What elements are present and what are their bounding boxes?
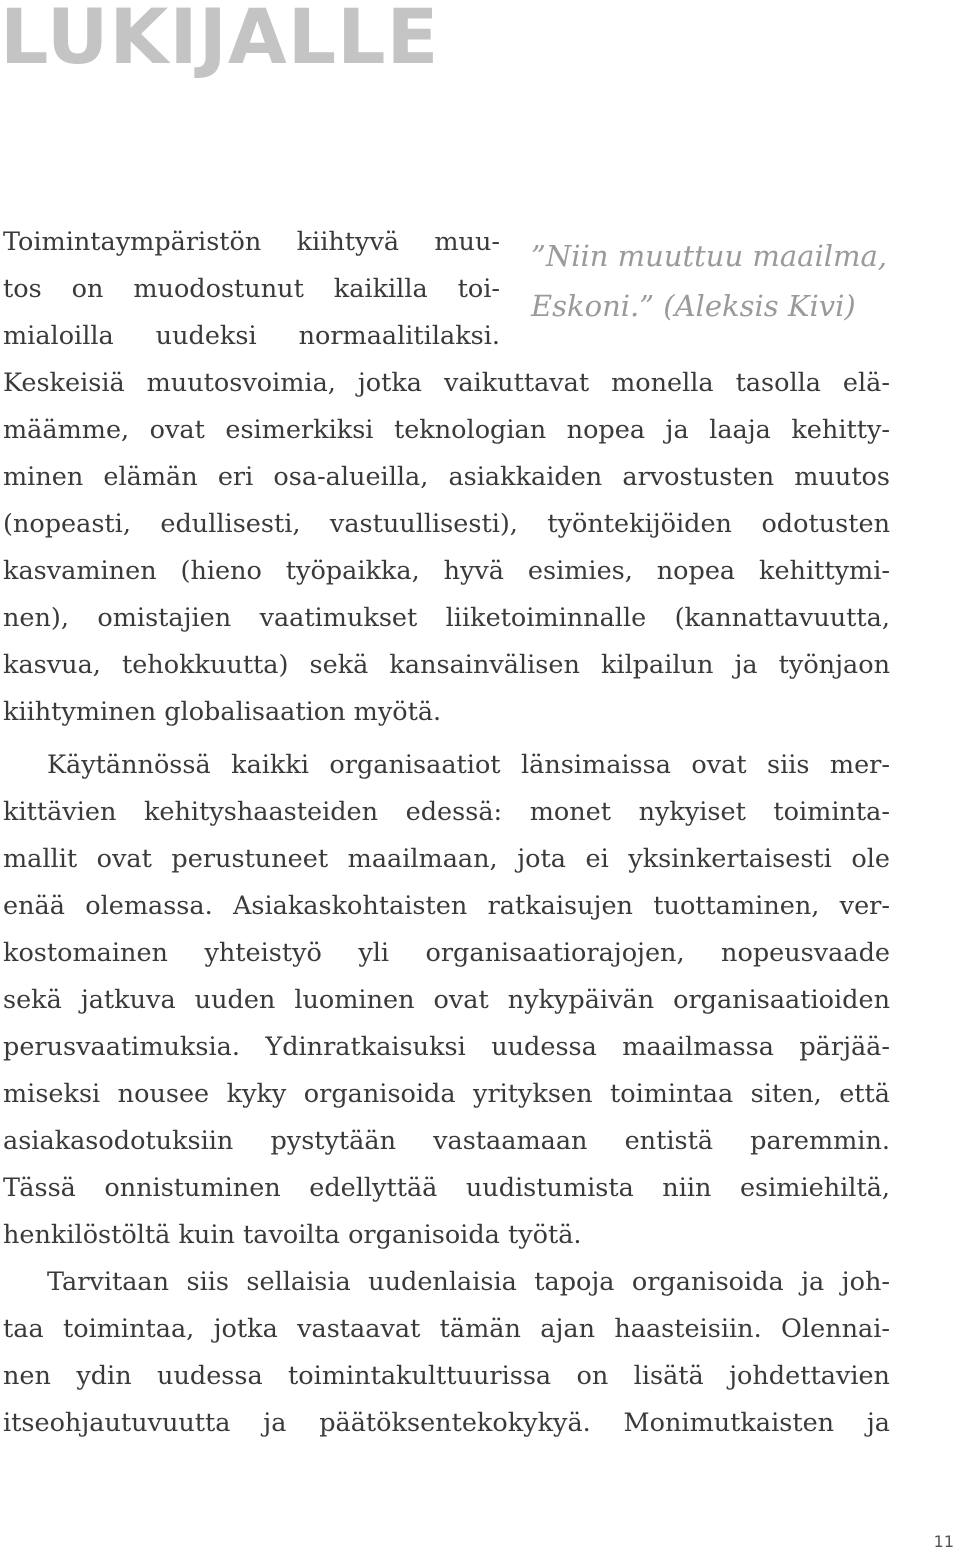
paragraph-3 bbox=[3, 1259, 890, 1447]
text-line: mialoilla uudeksi normaalitilaksi. bbox=[3, 321, 500, 351]
paragraph-2 bbox=[3, 742, 890, 1259]
text-line: kittävien kehityshaasteiden edessä: monet nykyiset toiminta- bbox=[3, 797, 890, 827]
text-line: nen), omistajien vaatimukset liiketoiminnalle (kannattavuutta, bbox=[3, 603, 890, 633]
text-line: Tässä onnistuminen edellyttää uudistumista niin esimiehiltä, bbox=[3, 1173, 890, 1203]
text-line: sekä jatkuva uuden luominen ovat nykypäivän organisaatioiden bbox=[3, 985, 890, 1015]
text-line: kasvua, tehokkuutta) sekä kansainvälisen kilpailun ja työnjaon bbox=[3, 650, 890, 680]
text-line: Käytännössä kaikki organisaatiot länsimaissa ovat siis mer- bbox=[47, 750, 890, 780]
text-line: miseksi nousee kyky organisoida yrityksen toimintaa siten, että bbox=[3, 1079, 890, 1109]
text-line: perusvaatimuksia. Ydinratkaisuksi uudessa maailmassa pärjää- bbox=[3, 1032, 890, 1062]
text-line: tos on muodostunut kaikilla toi- bbox=[3, 274, 500, 304]
text-line: kostomainen yhteistyö yli organisaatiorajojen, nopeusvaade bbox=[3, 938, 890, 968]
text-line: asiakasodotuksiin pystytään vastaamaan entistä paremmin. bbox=[3, 1126, 890, 1156]
text-line: määmme, ovat esimerkiksi teknologian nopea ja laaja kehitty- bbox=[3, 415, 890, 445]
text-line: henkilöstöltä kuin tavoilta organisoida työtä. bbox=[3, 1220, 582, 1250]
text-line: Tarvitaan siis sellaisia uudenlaisia tapoja organisoida ja joh- bbox=[47, 1267, 890, 1297]
text-line: mallit ovat perustuneet maailmaan, jota ei yksinkertaisesti ole bbox=[3, 844, 890, 874]
text-line: Toimintaympäristön kiihtyvä muu- bbox=[3, 227, 500, 257]
text-line: Keskeisiä muutosvoimia, jotka vaikuttavat monella tasolla elä- bbox=[3, 368, 890, 398]
paragraph-1 bbox=[3, 360, 890, 736]
text-line: taa toimintaa, jotka vastaavat tämän ajan haasteisiin. Olennai- bbox=[3, 1314, 890, 1344]
text-line: kasvaminen (hieno työpaikka, hyvä esimies, nopea kehittymi- bbox=[3, 556, 890, 586]
intro-paragraph bbox=[3, 219, 890, 360]
text-line: itseohjautuvuutta ja päätöksentekokykyä. Monimutkaisten ja bbox=[3, 1408, 890, 1438]
text-line: nen ydin uudessa toimintakulttuurissa on lisätä johdettavien bbox=[3, 1361, 890, 1391]
text-line: kiihtyminen globalisaation myötä. bbox=[3, 697, 442, 727]
text-line: enää olemassa. Asiakaskohtaisten ratkaisujen tuottaminen, ver- bbox=[3, 891, 890, 921]
quote-attribution: Eskoni.” (Aleksis Kivi) bbox=[531, 289, 856, 323]
text-line: (nopeasti, edullisesti, vastuullisesti), työntekijöiden odotusten bbox=[3, 509, 890, 539]
page-heading: LUKIJALLE bbox=[0, 0, 440, 81]
page-number: 11 bbox=[933, 1532, 954, 1551]
text-line: minen elämän eri osa-alueilla, asiakkaiden arvostusten muutos bbox=[3, 462, 890, 492]
quote-line: ”Niin muuttuu maailma, bbox=[531, 239, 888, 273]
